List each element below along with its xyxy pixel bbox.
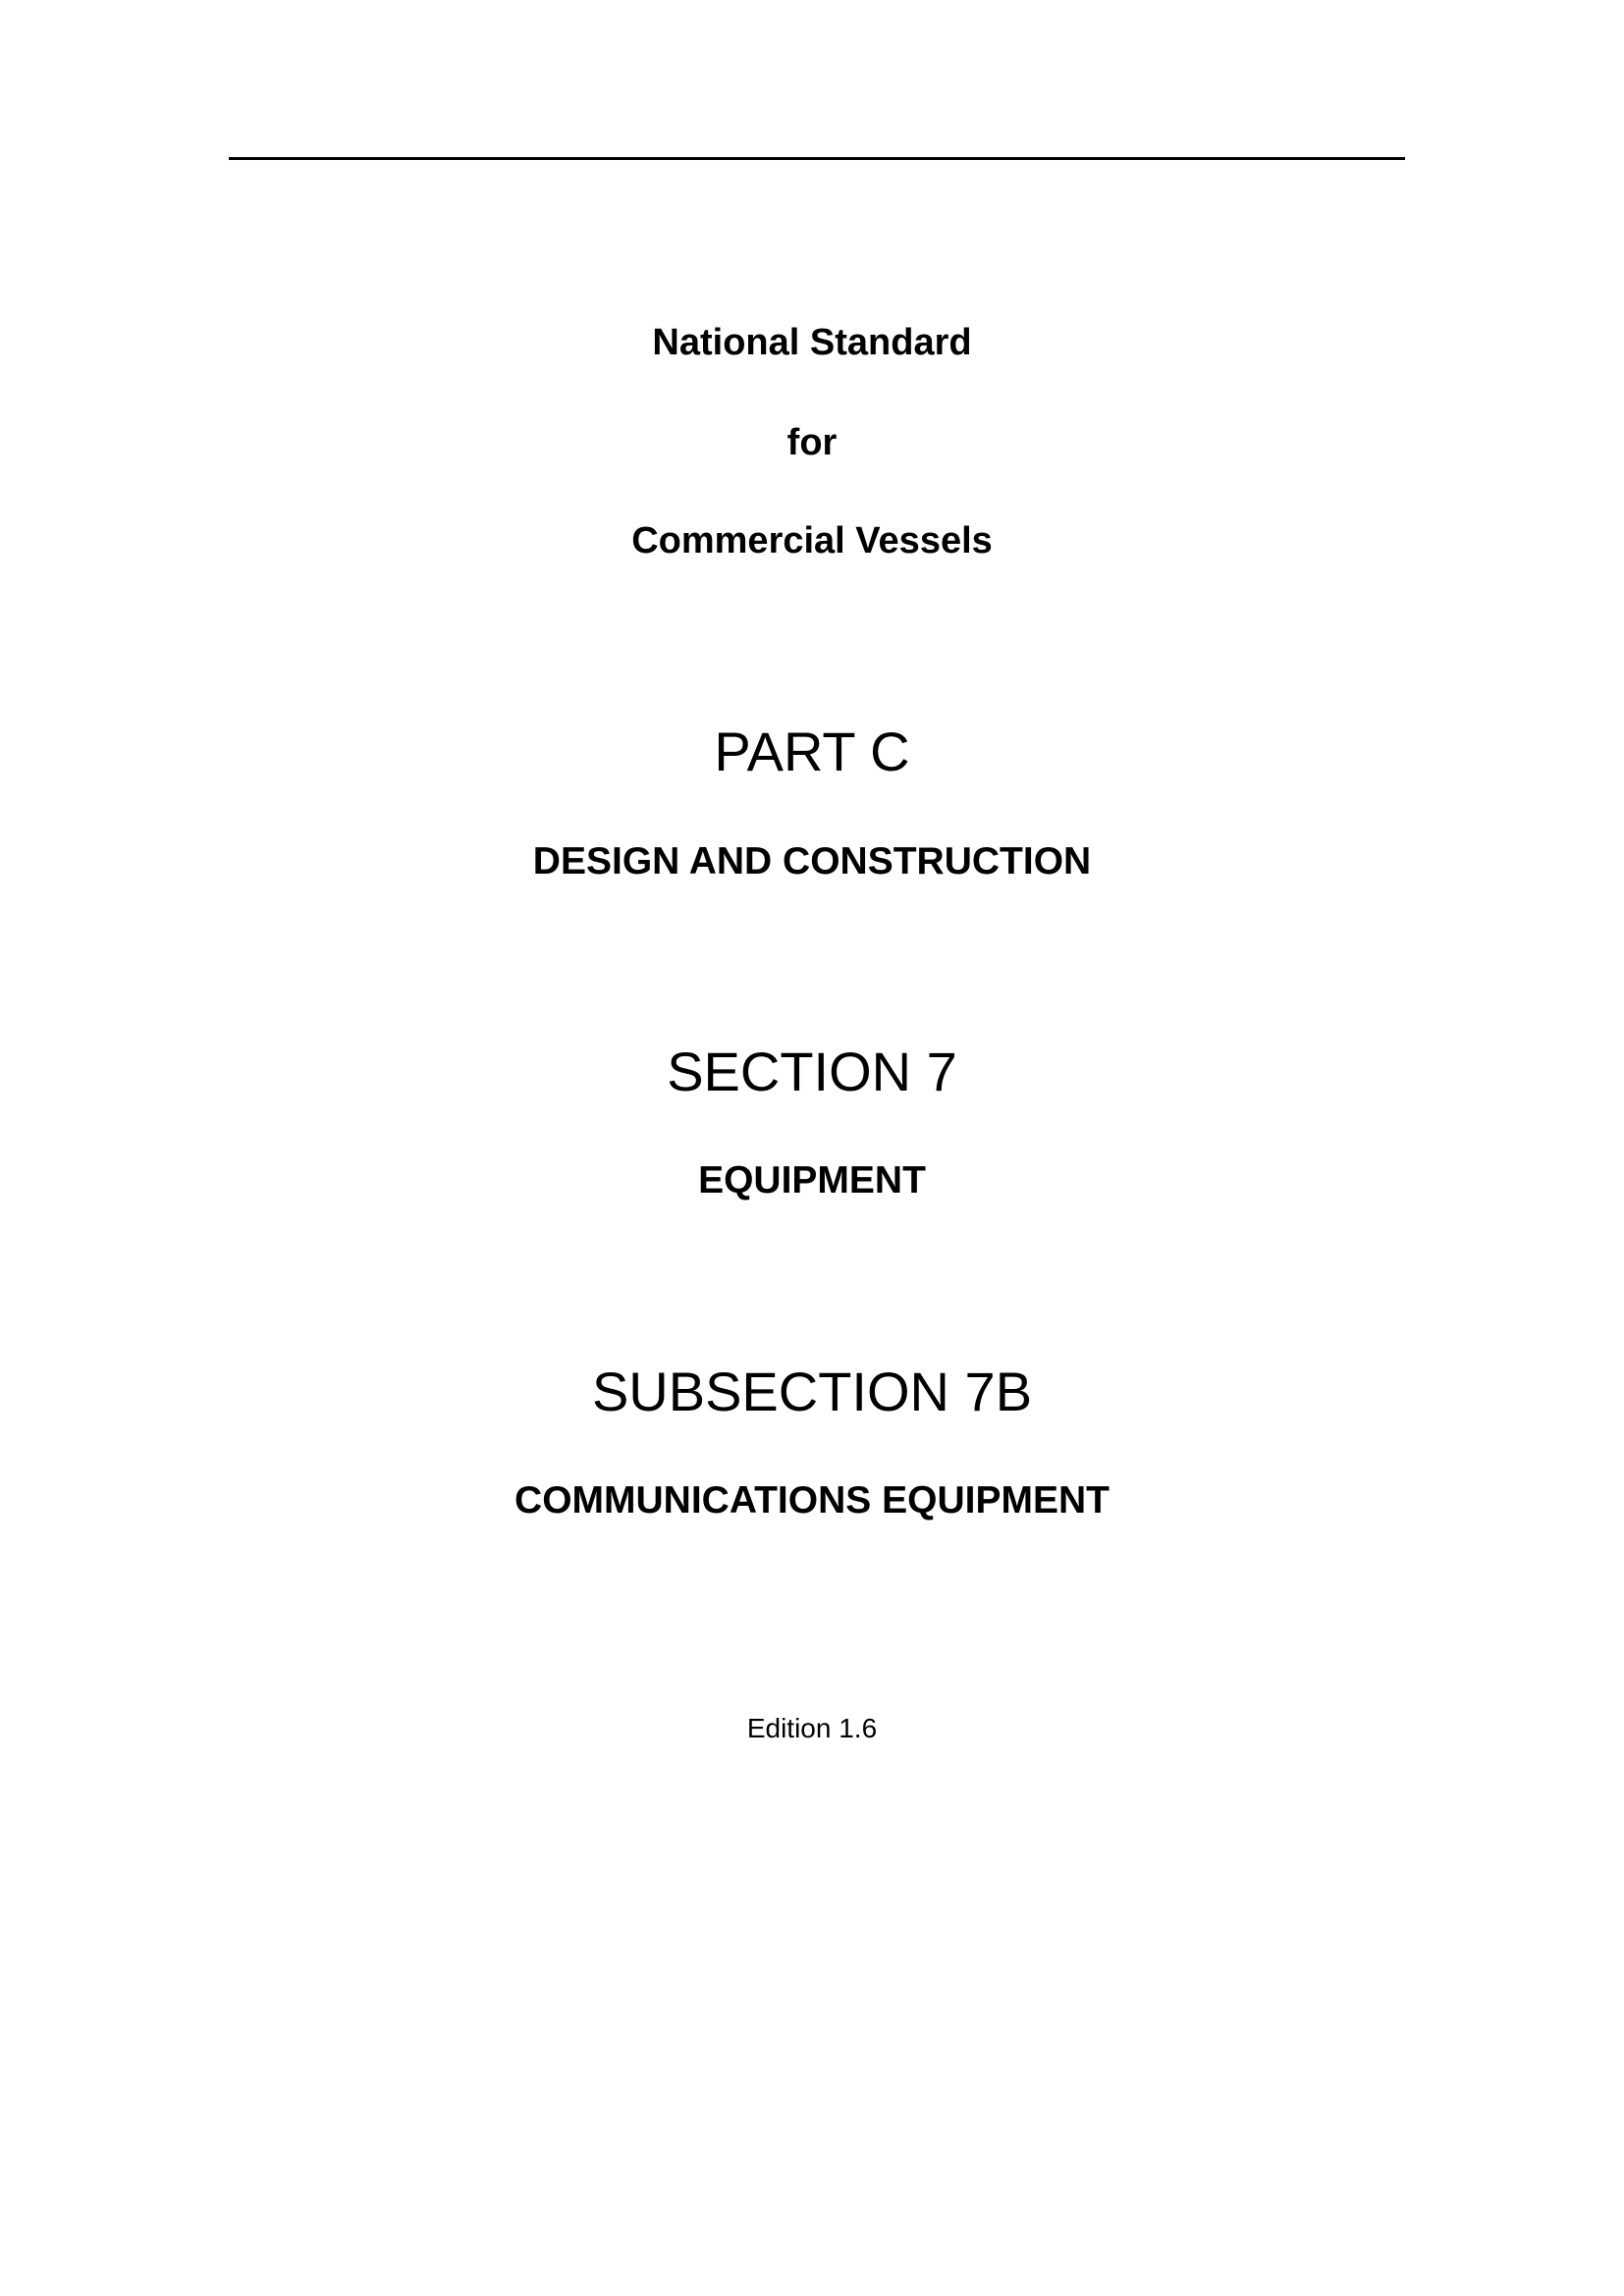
standard-title-line-2: for bbox=[786, 422, 838, 463]
edition-label: Edition 1.6 bbox=[746, 1713, 878, 1743]
standard-title-line-1: National Standard bbox=[652, 322, 972, 363]
section-heading: SECTION 7 bbox=[667, 1041, 957, 1102]
standard-title-line-3: Commercial Vessels bbox=[631, 520, 993, 561]
subsection-heading: SUBSECTION 7B bbox=[591, 1361, 1033, 1422]
part-heading: PART C bbox=[714, 721, 910, 782]
section-subtitle: EQUIPMENT bbox=[698, 1159, 926, 1201]
part-subtitle: DESIGN AND CONSTRUCTION bbox=[532, 840, 1092, 882]
top-horizontal-rule bbox=[229, 157, 1405, 160]
subsection-subtitle: COMMUNICATIONS EQUIPMENT bbox=[514, 1479, 1110, 1522]
